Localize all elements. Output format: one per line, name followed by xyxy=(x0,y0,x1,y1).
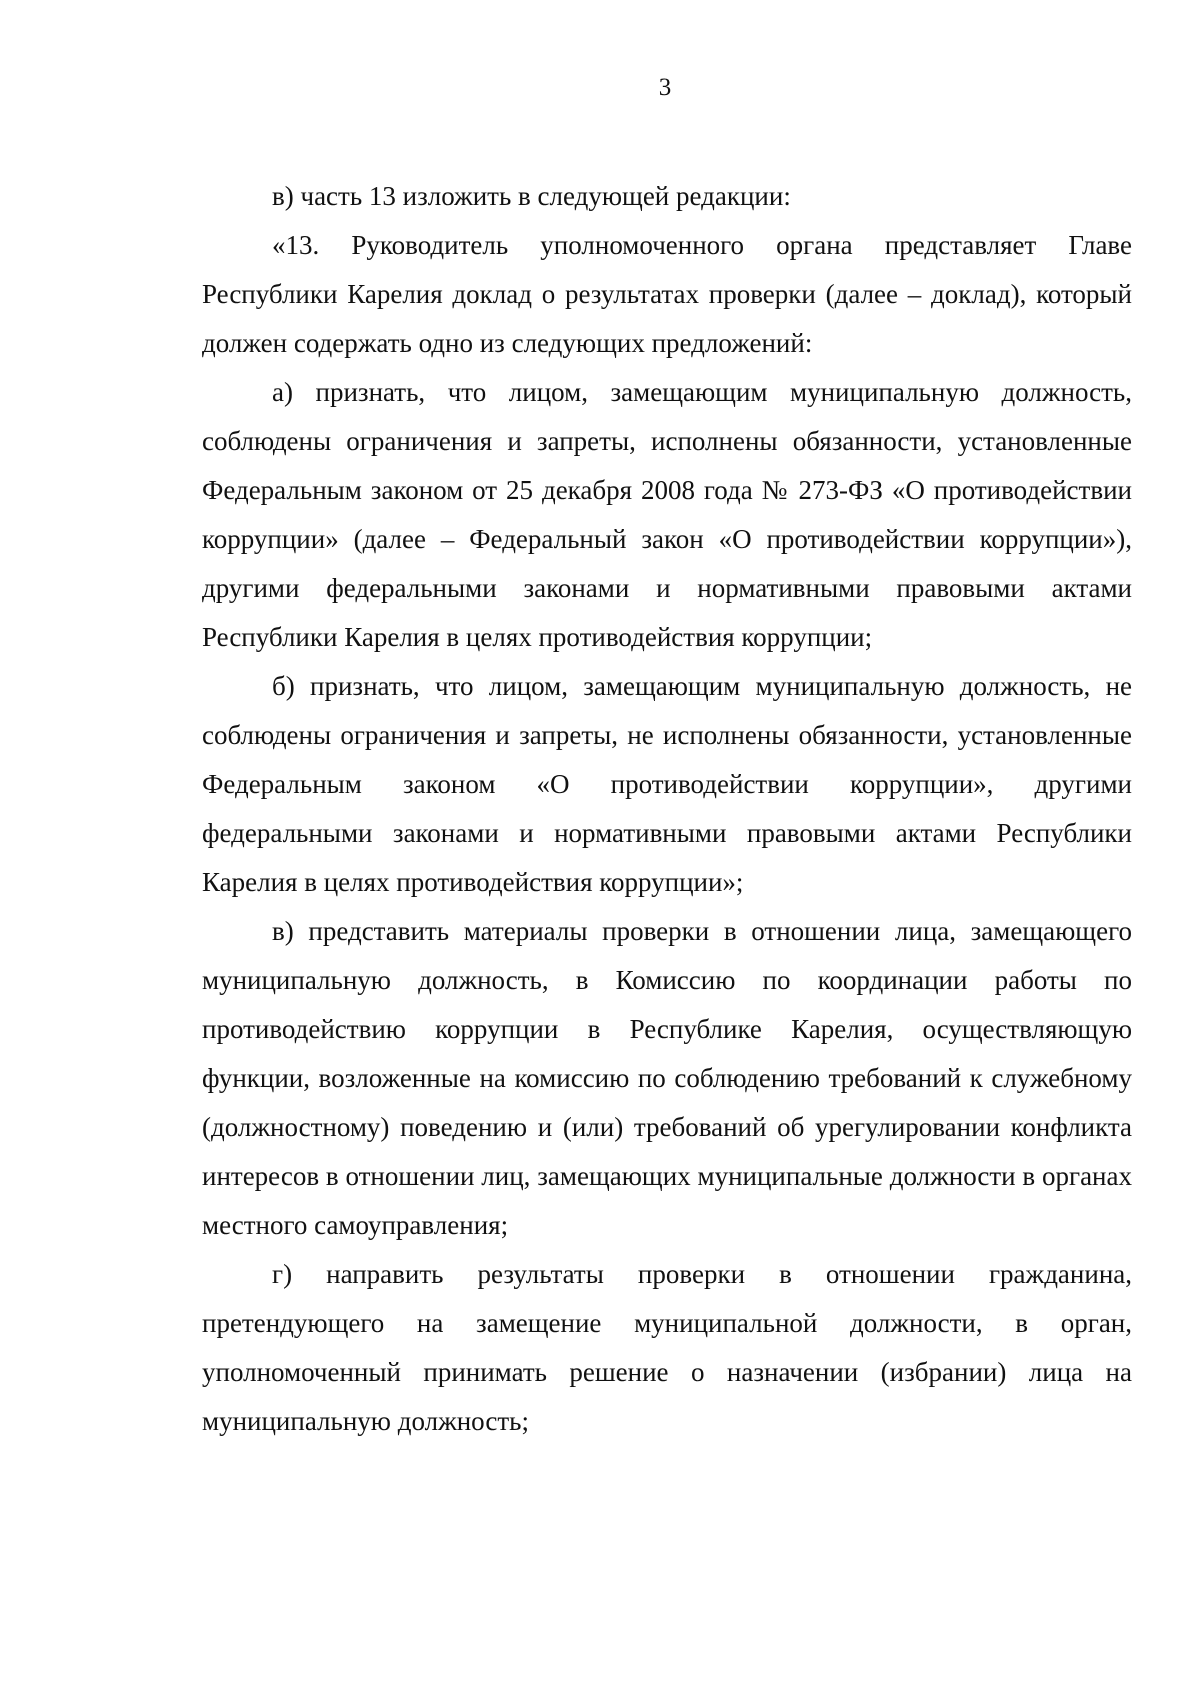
page-number: 3 xyxy=(658,74,672,101)
paragraph-item-g: г) направить результаты проверки в отношении гражданина, претендующего на замещение муниципальной должности, в орган, уполномоченный принимать решение о назначении (избрании) лица на муниципальную должность; xyxy=(202,1259,1132,1436)
paragraph-item-b: б) признать, что лицом, замещающим муниципальную должность, не соблюдены ограничения и запреты, не исполнены обязанности, установленные Федеральным законом «О противодействии коррупции», другими федеральными законами и нормативными правовыми актами Республики Карелия в целях противодействия коррупции»; xyxy=(202,671,1132,897)
document-body xyxy=(202,172,1132,1446)
paragraph-13-text: «13. Руководитель уполномоченного органа представляет Главе Республики Карелия доклад о результатах проверки (далее – доклад), который должен содержать одно из следующих предложений: xyxy=(202,230,1132,358)
paragraph-part-13-intro: в) часть 13 изложить в следующей редакции: xyxy=(272,181,791,211)
paragraph-item-v: в) представить материалы проверки в отношении лица, замещающего муниципальную должность, в Комиссию по координации работы по противодействию коррупции в Республике Карелия, осуществляющую функции, возложенные на комиссию по соблюдению требований к служебному (должностному) поведению и (или) требований об урегулировании конфликта интересов в отношении лиц, замещающих муниципальные должности в органах местного самоуправления; xyxy=(202,916,1132,1240)
paragraph-item-a: а) признать, что лицом, замещающим муниципальную должность, соблюдены ограничения и запреты, исполнены обязанности, установленные Федеральным законом от 25 декабря 2008 года № 273-ФЗ «О противодействии коррупции» (далее – Федеральный закон «О противодействии коррупции»), другими федеральными законами и нормативными правовыми актами Республики Карелия в целях противодействия коррупции; xyxy=(202,377,1132,652)
